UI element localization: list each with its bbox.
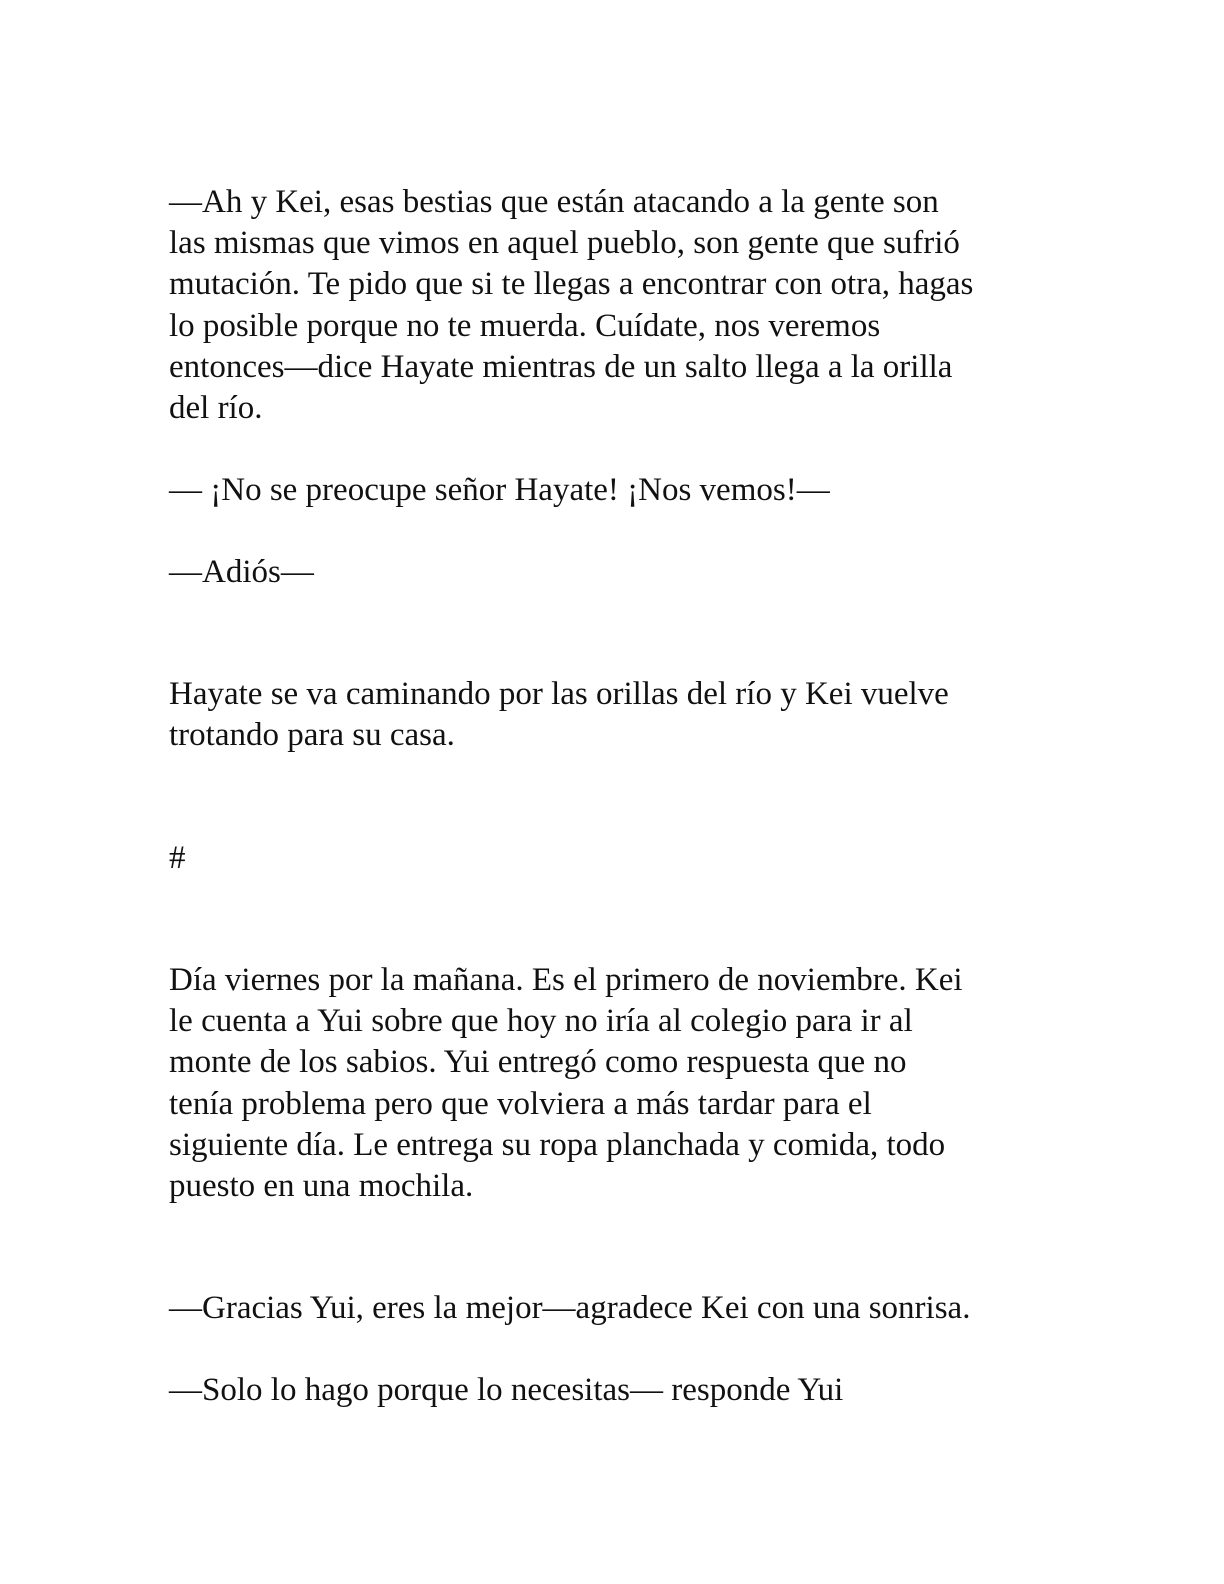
paragraph-kei-reply: — ¡No se preocupe señor Hayate! ¡Nos vemos!— [169, 472, 830, 508]
paragraph-farewell: —Adiós— [169, 554, 314, 590]
paragraph-narration-river: Hayate se va caminando por las orillas del río y Kei vuelve trotando para su casa. [169, 676, 949, 754]
scene-break: # [169, 840, 186, 876]
paragraph-friday-morning: Día viernes por la mañana. Es el primero de noviembre. Kei le cuenta a Yui sobre que hoy no iría al colegio para ir al monte de los sabios. Yui entregó como respuesta que no tenía problema pero que volviera a más tardar para el siguiente día. Le entrega su ropa planchada y comida, todo puesto en una mochila. [169, 962, 963, 1205]
paragraph-yui-response: —Solo lo hago porque lo necesitas— responde Yui [169, 1372, 844, 1408]
paragraph-hayate-warning: —Ah y Kei, esas bestias que están atacando a la gente son las mismas que vimos en aquel pueblo, son gente que sufrió mutación. Te pido que si te llegas a encontrar con otra, hagas lo posible porque no te muerda. Cuídate, nos veremos entonces—dice Hayate mientras de un salto llega a la orilla del río. [169, 184, 974, 427]
paragraph-kei-thanks: —Gracias Yui, eres la mejor—agradece Kei con una sonrisa. [169, 1290, 971, 1326]
